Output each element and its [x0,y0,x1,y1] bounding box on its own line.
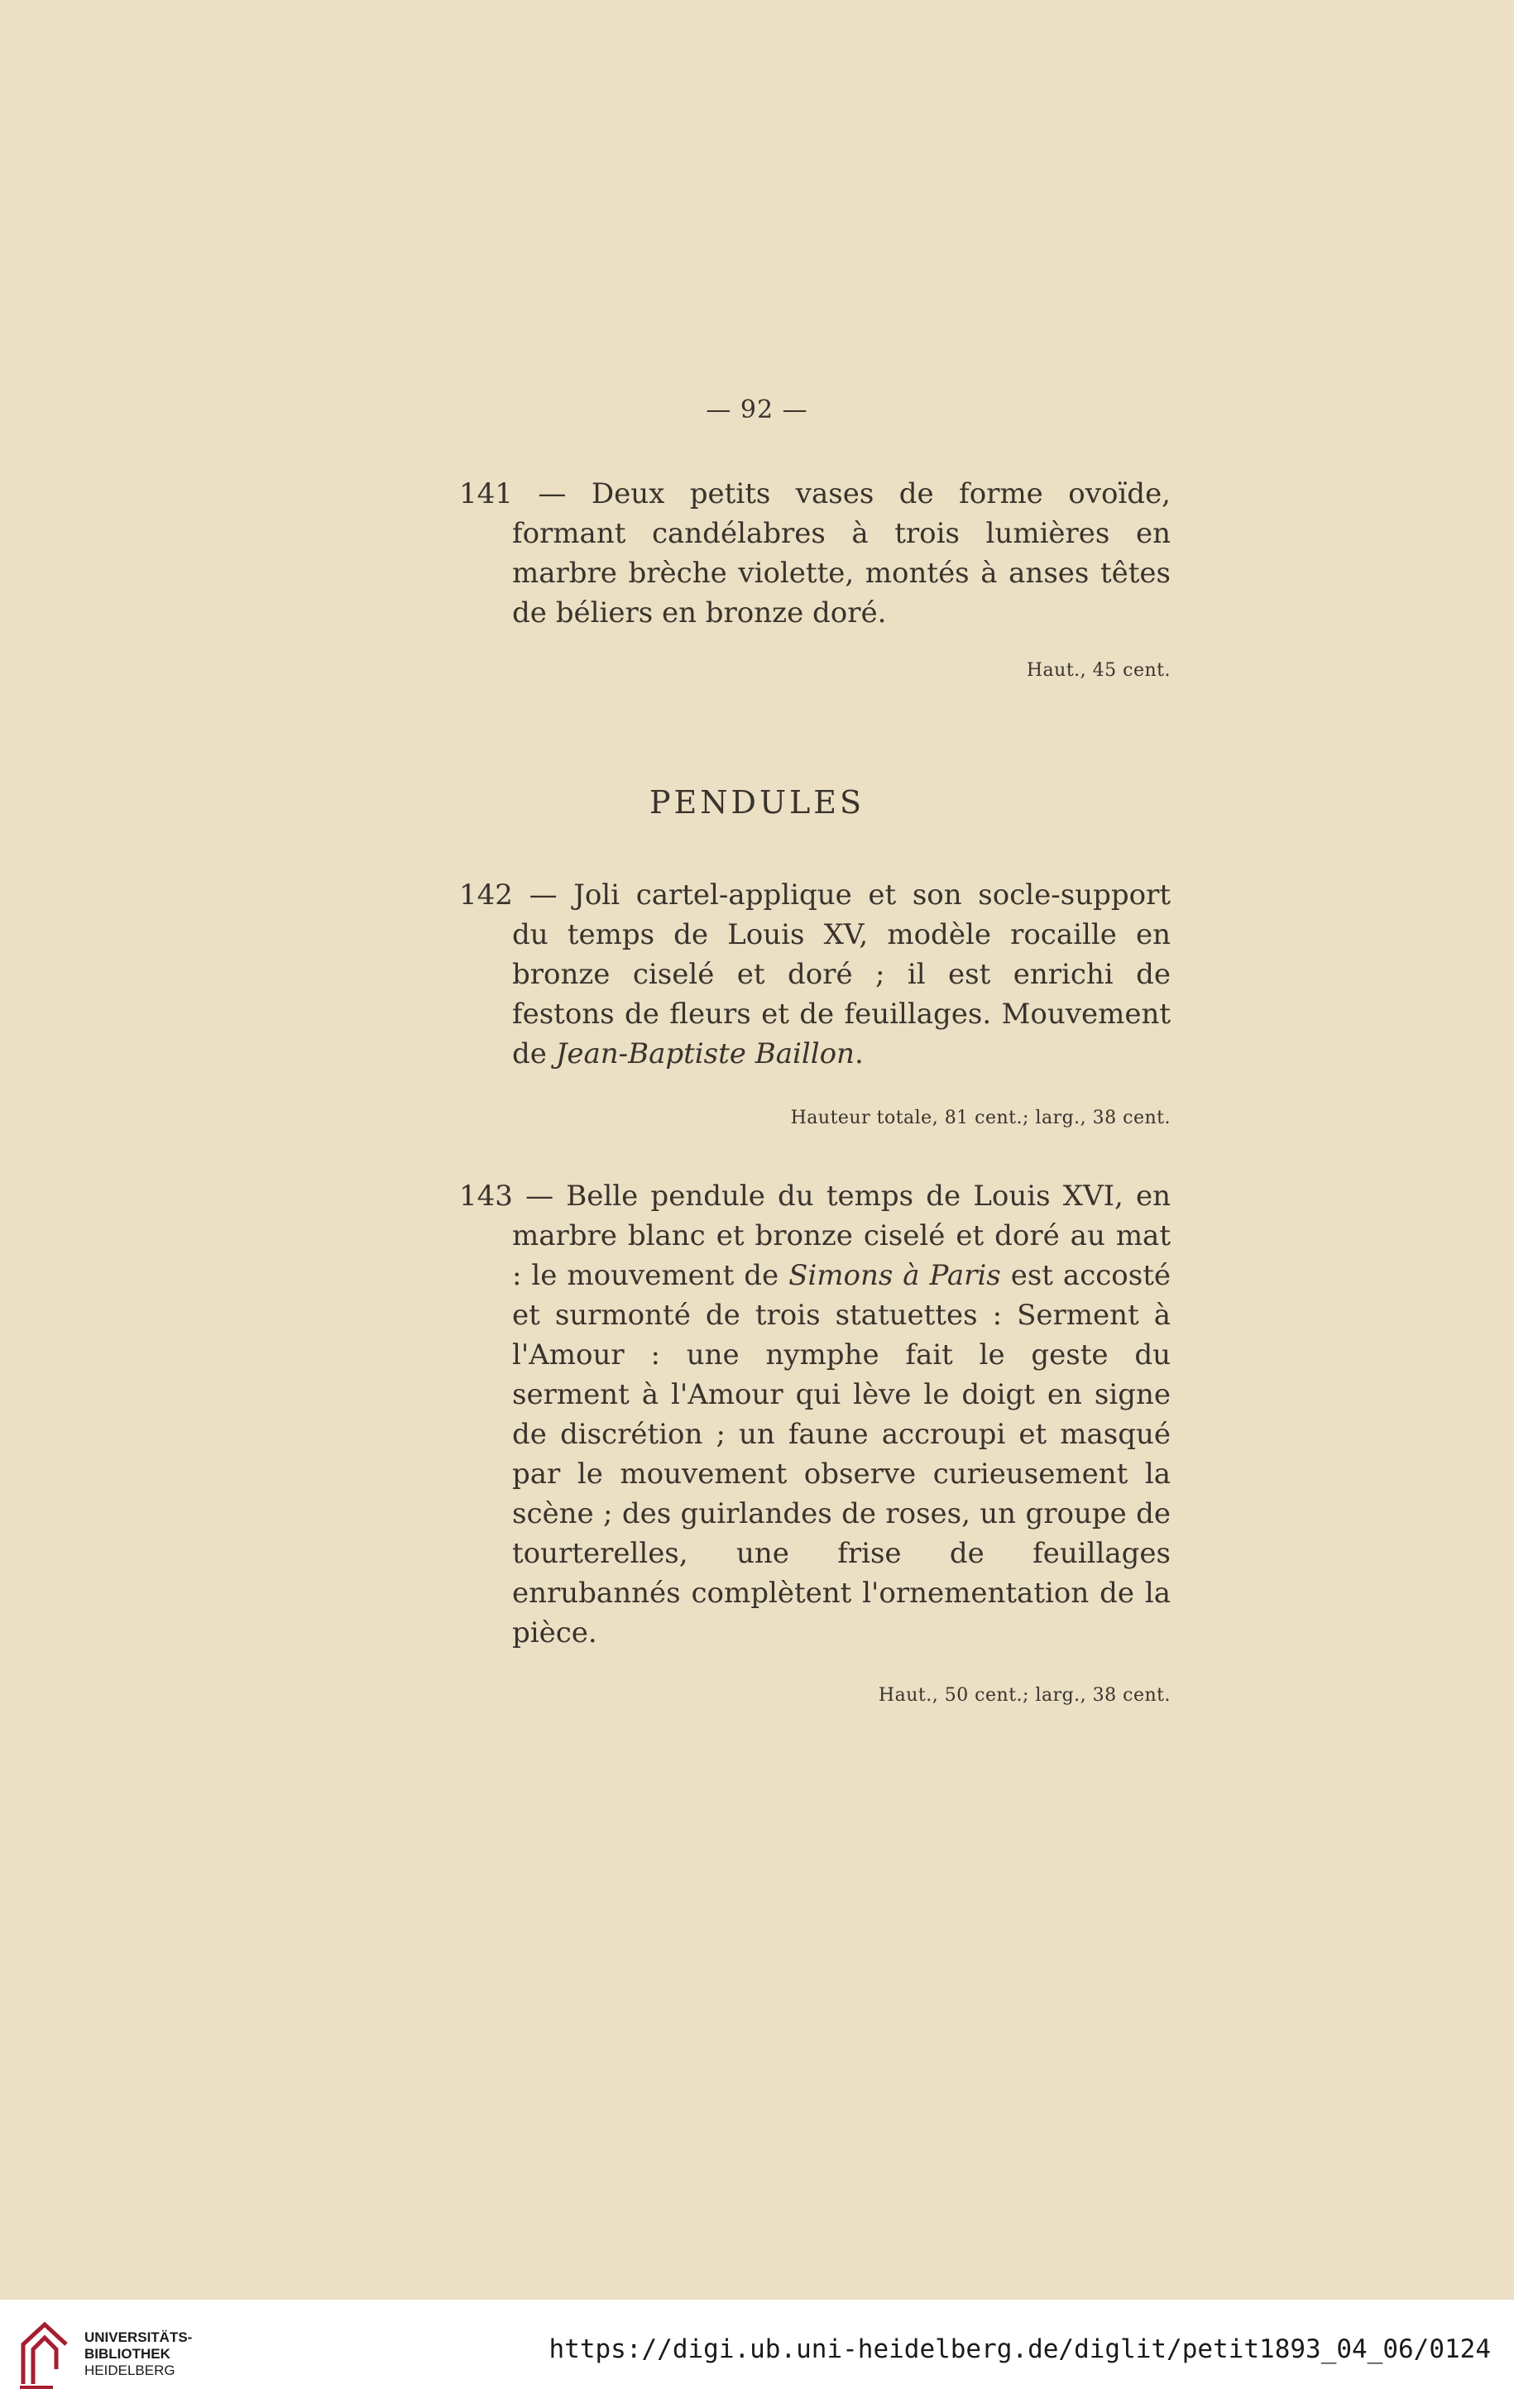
entry-text [459,474,1171,633]
entry-text [459,875,1171,1074]
entry-text [459,1176,1171,1653]
entry-description-end: est accosté et surmonté de trois statuettes : Serment à l'Amour : une nymphe fait le geste du serment à l'Amour qui lève le doigt en signe de discrétion ; un faune accroupi et masqué par le mouvement observe curieusement la scène ; des guirlandes de roses, un groupe de tourterelles, une frise de feuillages enrubannés complètent l'ornementation de la pièce. [512,1259,1171,1649]
catalog-entry-143 [459,1176,1171,1716]
entry-number: 142 [459,878,513,912]
entry-description: — Belle pendule du temps de Louis XVI, en marbre blanc et bronze ciselé et doré au mat : le mouvement de [512,1180,1171,1292]
catalog-entry-141 [459,474,1171,691]
footer-bar [0,2300,1514,2408]
entry-number: 141 [459,477,513,510]
library-name-line3: HEIDELBERG [84,2363,175,2378]
library-name [84,2329,192,2379]
entry-description-end: . [854,1037,864,1070]
catalog-entry-142 [459,875,1171,1138]
entry-dimensions: Haut., 45 cent. [1026,660,1171,681]
entry-number: 143 [459,1180,513,1213]
library-name-line1: UNIVERSITÄTS- [84,2329,193,2345]
entry-maker: Jean-Baptiste Baillon [555,1037,855,1070]
library-name-line2: BIBLIOTHEK [84,2346,170,2362]
entry-maker: Simons à Paris [788,1259,1001,1292]
document-url-link[interactable]: https://digi.ub.uni-heidelberg.de/diglit/petit1893_04_06/0124 [549,2334,1491,2364]
page-number: — 92 — [706,395,808,424]
entry-dimensions: Hauteur totale, 81 cent.; larg., 38 cent. [790,1108,1171,1128]
entry-description: — Joli cartel-applique et son socle-support du temps de Louis XV, modèle rocaille en bronze ciselé et doré ; il est enrichi de festons de fleurs et de feuillages. Mouvement de [512,878,1171,1070]
entry-dimensions: Haut., 50 cent.; larg., 38 cent. [878,1685,1171,1706]
section-title: PENDULES [649,784,865,821]
library-logo-icon [17,2319,74,2389]
entry-description: — Deux petits vases de forme ovoïde, formant candélabres à trois lumières en marbre brèche violette, montés à anses têtes de béliers en bronze doré. [512,477,1171,630]
